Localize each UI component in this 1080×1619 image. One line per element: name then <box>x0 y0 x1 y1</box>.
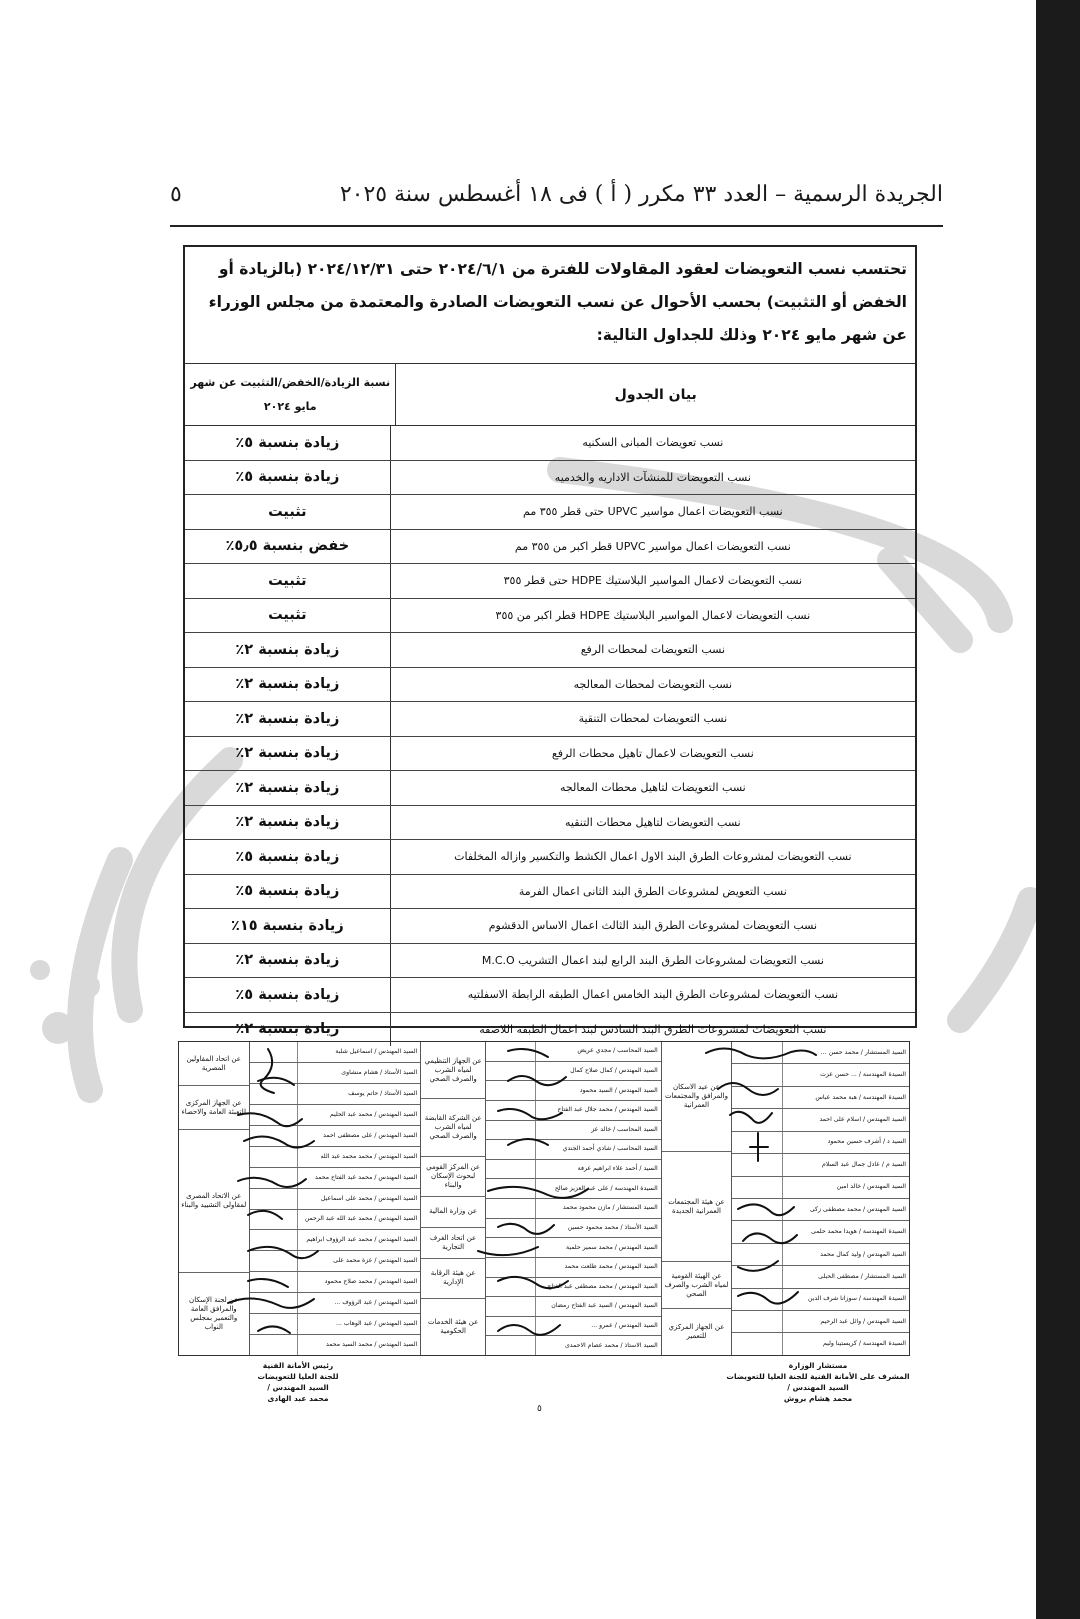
signatory-name: السيدة المهندسة / هويدا محمد حلمى <box>811 1228 906 1236</box>
signature-cell <box>486 1297 536 1316</box>
signatory-row <box>250 1189 421 1210</box>
row-rate: زيادة بنسبة ٥٪ <box>235 434 340 451</box>
signatory-name: السيد المهندس / محمد عبد الرؤوف ابراهيم <box>306 1236 418 1244</box>
signatory-name: السيد المهندس / عمرو ... <box>591 1322 658 1330</box>
row-rate: تثبيت <box>268 503 307 520</box>
signatory-row <box>486 1258 661 1278</box>
signatory-name: السيد المهندس / خالد امين <box>836 1183 906 1191</box>
signatory-row <box>732 1109 909 1131</box>
signatory-name: السيد المهندس / محمد السيد محمد <box>325 1341 418 1349</box>
signatory-row <box>250 1293 421 1314</box>
signature-cell <box>250 1335 299 1355</box>
signatory-name: السيد المهندس / على مصطفى احمد <box>323 1131 418 1139</box>
row-rate: تثبيت <box>268 607 307 624</box>
signatory-name: السيد المهندس / عبد الرؤوف ... <box>334 1299 418 1307</box>
table-header-row <box>185 364 915 426</box>
signatory-row <box>486 1238 661 1258</box>
signatory-name: السيد المهندس / كمال صلاح كمال <box>570 1066 658 1074</box>
footer-right-line: السيد المهندس / <box>787 1383 849 1392</box>
signatory-row <box>732 1244 909 1266</box>
signatory-group: عن هيئة الخدمات الحكومية <box>421 1298 485 1355</box>
footer-right-line: محمد هشام بروش <box>783 1394 853 1403</box>
signatory-row <box>250 1042 421 1063</box>
row-description: نسب التعويض لمشروعات الطرق البند الثانى اعمال الفرمة <box>390 875 915 909</box>
signatory-name: السيد المحاسب / شادي أحمد الجندي <box>562 1145 658 1153</box>
signature-cell <box>486 1160 536 1179</box>
signatory-group: عن هيئة المجتمعات العمرانية الجديدة <box>662 1151 732 1261</box>
signature-cell <box>486 1199 536 1218</box>
signatory-name: السيد الأستاذ / هشام منشاوى <box>341 1068 418 1076</box>
signatory-name: السيد المهندس / محمد جلال عبد الفتاح <box>557 1106 658 1114</box>
table-row <box>185 702 915 737</box>
row-description: نسب التعويضات لتاهيل محطات التنقيه <box>390 806 915 840</box>
signature-cell <box>732 1244 782 1265</box>
signatories-table <box>178 1041 910 1356</box>
signatory-name: السيد المهندس / عزة محمد على <box>333 1257 418 1265</box>
signature-cell <box>486 1042 536 1061</box>
signatory-row <box>486 1219 661 1239</box>
signature-cell <box>732 1132 782 1153</box>
signatory-row <box>486 1101 661 1121</box>
table-row <box>185 633 915 668</box>
signature-cell <box>250 1230 299 1250</box>
signature-cell <box>486 1238 536 1257</box>
signatory-row <box>486 1140 661 1160</box>
signatory-row <box>732 1064 909 1086</box>
signatory-name: السيد المهندس / محمد سمير حلمية <box>566 1243 658 1251</box>
signatory-row <box>732 1311 909 1333</box>
signatory-row <box>486 1121 661 1141</box>
signatory-name: السيد الأستاذ / حاتم يوسف <box>348 1089 418 1097</box>
signatory-row <box>250 1335 421 1355</box>
signature-cell <box>732 1042 782 1063</box>
signatory-name: السيد المهندس / محمد عبد الفتاح محمد <box>314 1173 418 1181</box>
signatories-col-3 <box>249 1042 421 1355</box>
signatory-group: عن لجنة الإسكان والمرافق العامة والتعمير بمجلس النواب <box>179 1272 249 1355</box>
table-row <box>185 978 915 1013</box>
signatory-name: السيد المهندس / محمد محمد عبد الله <box>320 1152 418 1160</box>
signature-cell <box>732 1333 782 1354</box>
signature-cell <box>486 1101 536 1120</box>
signatory-name: السيد المحاسب / مجدي عريض <box>577 1047 658 1055</box>
row-rate: زيادة بنسبة ٢٪ <box>235 641 340 658</box>
row-description: نسب التعويضات لمشروعات الطرق البند الثالث اعمال الاساس الدقشوم <box>390 909 915 943</box>
table-row <box>185 495 915 530</box>
row-rate: زيادة بنسبة ٢٪ <box>235 710 340 727</box>
table-row <box>185 461 915 496</box>
right-edge-bar <box>1036 0 1080 1619</box>
table-row <box>185 840 915 875</box>
signatory-group: عن الجهاز المركزى للتعبئة العامة والاحصاء <box>179 1085 249 1129</box>
row-description: نسب تعويضات المبانى السكنيه <box>390 426 915 460</box>
signatory-name: السيد المستشار / مازن محمود محمد <box>562 1204 658 1212</box>
row-description: نسب التعويضات لمشروعات الطرق البند الخامس اعمال الطبقه الرابطة الاسفلتيه <box>390 978 915 1012</box>
signatory-row <box>732 1333 909 1354</box>
signature-cell <box>732 1311 782 1332</box>
page-number: ٥ <box>170 181 182 207</box>
signatory-row <box>250 1063 421 1084</box>
table-row <box>185 564 915 599</box>
table-body <box>185 426 915 1046</box>
signatory-row <box>250 1230 421 1251</box>
signatory-name: السيد د / أشرف حسين محمود <box>827 1138 906 1146</box>
signature-cell <box>732 1289 782 1310</box>
signatory-group: عن الهيئة القومية لمياه الشرب والصرف الصحي <box>662 1261 732 1308</box>
signatory-row <box>732 1132 909 1154</box>
signatory-name: السيد المهندس / اسلام على احمد <box>819 1115 906 1123</box>
row-description: نسب التعويضات لمشروعات الطرق البند الرابع لبند اعمال التشريب M.C.O <box>390 944 915 978</box>
signature-cell <box>732 1109 782 1130</box>
row-description: نسب التعويضات اعمال مواسير UPVC قطر اكبر من ٣٥٥ مم <box>390 530 915 564</box>
row-rate: زيادة بنسبة ٢٪ <box>235 1021 340 1038</box>
signatory-name: السيد المهندس / وائل عبد الرحيم <box>820 1317 906 1325</box>
signatory-name: السيدة المهندسة / ... حسن عزت <box>820 1071 906 1079</box>
signature-cell <box>486 1121 536 1140</box>
signature-cell <box>250 1084 299 1104</box>
signatory-group: عن اتحاد المقاولين المصرية <box>186 1054 241 1072</box>
signatory-group: عن عيد الاسكان والمرافق والمجتمعات العمرانية <box>664 1083 728 1109</box>
row-rate: زيادة بنسبة ٥٪ <box>235 848 340 865</box>
signatory-name: السيد المهندس / محمد عبد الله عبد الرحمن <box>304 1215 418 1223</box>
row-rate: زيادة بنسبة ٥٪ <box>235 883 340 900</box>
signatory-row <box>486 1179 661 1199</box>
signature-cell <box>250 1147 299 1167</box>
signatory-row <box>732 1199 909 1221</box>
signature-cell <box>250 1210 299 1230</box>
signatory-row <box>732 1042 909 1064</box>
table-row <box>185 599 915 634</box>
signatory-name: السيد المهندس / محمد مصطفى عبد الفتاح <box>547 1282 658 1290</box>
signatory-name: السيدة المهندسة / على عبد العزيز صالح <box>554 1184 658 1192</box>
signature-cell <box>486 1140 536 1159</box>
signatory-row <box>732 1289 909 1311</box>
signatory-name: السيد المحاسب / خالد عز <box>591 1125 658 1133</box>
signatories-col-2 <box>485 1042 661 1355</box>
signatory-row <box>250 1168 421 1189</box>
signature-cell <box>250 1168 299 1188</box>
table-row <box>185 737 915 772</box>
footer-right-line: مستشار الوزارة <box>788 1361 848 1370</box>
signature-cell <box>486 1081 536 1100</box>
signatory-name: السيد المهندس / وليد كمال محمد <box>820 1250 906 1258</box>
signature-cell <box>250 1251 299 1271</box>
signature-cell <box>250 1063 299 1083</box>
table-row <box>185 530 915 565</box>
row-description: نسب التعويضات لتاهيل محطات المعالجه <box>390 771 915 805</box>
signatory-name: السيد المهندس / محمد طلعت محمد <box>564 1263 658 1271</box>
signature-cell <box>732 1064 782 1085</box>
signature-cell <box>486 1062 536 1081</box>
signatory-row <box>250 1251 421 1272</box>
row-description: نسب التعويضات لمحطات الرفع <box>390 633 915 667</box>
signatory-row <box>486 1042 661 1062</box>
signatories-groups-2 <box>420 1042 485 1355</box>
signatory-name: السيدة المهندسة / هبة محمد عباس <box>815 1093 906 1101</box>
signatory-name: السيد الأستاذ / محمد محمود حسين <box>567 1223 658 1231</box>
footer-signature-right <box>718 1360 918 1404</box>
signature-cell <box>486 1219 536 1238</box>
signatory-row <box>486 1336 661 1355</box>
signatory-name: السيد المستشار / محمد حسن ... <box>820 1048 906 1056</box>
signatory-row <box>732 1154 909 1176</box>
row-description: نسب التعويضات لمشروعات الطرق البند الاول اعمال الكشط والتكسير وازاله المخلفات <box>390 840 915 874</box>
row-rate: زيادة بنسبة ٥٪ <box>235 469 340 486</box>
signatories-groups-1 <box>661 1042 732 1355</box>
signatory-name: السيد المهندس / اسماعيل شلبة <box>335 1047 418 1055</box>
footer-signature-left <box>218 1360 378 1404</box>
col-header-description: بيان الجدول <box>395 364 915 425</box>
row-description: نسب التعويضات للمنشآت الاداريه والخدميه <box>390 461 915 495</box>
signature-cell <box>250 1105 299 1125</box>
footer-right-line: المشرف على الأمانة الفنية للجنة العليا للتعويضات <box>726 1372 910 1381</box>
signatory-row <box>250 1272 421 1293</box>
signatory-row <box>486 1278 661 1298</box>
signatory-name: السيدة المهندسة / سوزانا شرف الدين <box>807 1295 906 1303</box>
signatories-groups-3 <box>179 1042 249 1355</box>
row-rate: زيادة بنسبة ٢٪ <box>235 745 340 762</box>
signatory-name: السيد / أحمد علاء ابراهيم عرفة <box>577 1165 658 1173</box>
col-header-rate: نسبة الزيادة/الخفض/التثبيت عن شهر مايو ٢٠٢٤ <box>190 375 391 413</box>
table-row <box>185 426 915 461</box>
signature-cell <box>250 1272 299 1292</box>
header-rule <box>170 225 943 227</box>
signatory-name: السيد المهندس / محمد مصطفى زكى <box>809 1205 906 1213</box>
signatory-name: السيد المستشار / مصطفى الحبلى <box>818 1272 906 1280</box>
signature-cell <box>250 1314 299 1334</box>
signatory-group: عن اتحاد الغرف التجارية <box>421 1227 485 1258</box>
signatory-group: عن الشركة القابضة لمياه الشرب والصرف الصحي <box>421 1098 485 1155</box>
signatory-group: عن الجهاز المركزي للتعمير <box>662 1308 732 1355</box>
gazette-title: الجريدة الرسمية – العدد ٣٣ مكرر ( أ ) فى ١٨ أغسطس سنة ٢٠٢٥ <box>339 181 943 207</box>
footer-left-line: للجنة العليا للتعويضات <box>257 1372 339 1381</box>
row-description: نسب التعويضات اعمال مواسير UPVC حتى قطر ٣٥٥ مم <box>390 495 915 529</box>
table-row <box>185 668 915 703</box>
signatory-name: السيد المهندس / محمد عبد الحليم <box>329 1110 418 1118</box>
signatory-row <box>250 1147 421 1168</box>
signatory-row <box>250 1126 421 1147</box>
signature-cell <box>486 1278 536 1297</box>
gazette-header <box>170 172 943 216</box>
signature-cell <box>732 1199 782 1220</box>
signature-cell <box>732 1154 782 1175</box>
signatory-group: عن الاتحاد المصرى لمقاولى التشييد والبناء <box>179 1129 249 1271</box>
row-description: نسب التعويضات لاعمال المواسير البلاستيك HDPE قطر اكبر من ٣٥٥ <box>390 599 915 633</box>
signature-cell <box>732 1087 782 1108</box>
row-description: نسب التعويضات لمحطات المعالجه <box>390 668 915 702</box>
signatory-name: السيد المهندس / السيد عبد الفتاح رمضان <box>551 1302 658 1310</box>
signatory-row <box>732 1221 909 1243</box>
signatory-name: السيد المهندس / محمد صلاح محمود <box>324 1278 418 1286</box>
signatory-row <box>486 1199 661 1219</box>
row-description: نسب التعويضات لاعمال تاهيل محطات الرفع <box>390 737 915 771</box>
row-rate: زيادة بنسبة ٢٪ <box>235 779 340 796</box>
row-rate: زيادة بنسبة ٥٪ <box>235 986 340 1003</box>
table-row <box>185 875 915 910</box>
compensation-table <box>183 245 917 1038</box>
signature-cell <box>486 1179 536 1198</box>
signature-cell <box>250 1042 299 1062</box>
signatory-group: عن المركز القومي لبحوث الإسكان والبناء <box>421 1156 485 1196</box>
signatory-row <box>732 1177 909 1199</box>
signatory-name: السيد م / عادل جمال عبد السلام <box>821 1160 906 1168</box>
row-rate: زيادة بنسبة ٢٪ <box>235 676 340 693</box>
table-row <box>185 909 915 944</box>
signatory-row <box>732 1266 909 1288</box>
signatory-name: السيد المهندس / محمد على اسماعيل <box>320 1194 418 1202</box>
row-description: نسب التعويضات لمشروعات الطرق البند السادس لبند اعمال الطبقه اللاصقه <box>390 1013 915 1047</box>
signature-cell <box>486 1336 536 1355</box>
signatory-row <box>486 1062 661 1082</box>
signatory-row <box>486 1081 661 1101</box>
signatory-name: السيد المهندس / عبد الوهاب ... <box>336 1320 418 1328</box>
signature-cell <box>732 1266 782 1287</box>
signature-cell <box>250 1189 299 1209</box>
row-rate: خفض بنسبة ٥٫٥٪ <box>225 538 350 555</box>
signatory-row <box>250 1210 421 1231</box>
row-description: نسب التعويضات لاعمال المواسير البلاستيك HDPE حتى قطر ٣٥٥ <box>390 564 915 598</box>
footer-left-line: رئيس الأمانة الفنية <box>262 1361 334 1370</box>
signature-cell <box>486 1317 536 1336</box>
signatory-row <box>250 1105 421 1126</box>
signatory-name: السيد المهندس / السيد محمود <box>579 1086 658 1094</box>
signatory-name: السيدة المهندسة / كريستينا وليم <box>822 1340 906 1348</box>
row-rate: زيادة بنسبة ٢٪ <box>235 814 340 831</box>
signatory-row <box>732 1087 909 1109</box>
signatory-row <box>486 1160 661 1180</box>
signature-cell <box>250 1126 299 1146</box>
signatory-group: عن وزارة المالية <box>421 1196 485 1227</box>
signature-cell <box>732 1221 782 1242</box>
signatories-col-1 <box>731 1042 909 1355</box>
signatory-row <box>250 1084 421 1105</box>
row-rate: زيادة بنسبة ١٥٪ <box>231 917 344 934</box>
signatory-group: عن هيئة الرقابة الإدارية <box>421 1258 485 1298</box>
table-row <box>185 944 915 979</box>
row-description: نسب التعويضات لمحطات التنقية <box>390 702 915 736</box>
signatory-group: عن الجهاز التنظيمي لمياه الشرب والصرف الصحي <box>424 1056 482 1083</box>
signature-cell <box>250 1293 299 1313</box>
row-rate: تثبيت <box>268 572 307 589</box>
row-rate: زيادة بنسبة ٢٪ <box>235 952 340 969</box>
signatory-row <box>250 1314 421 1335</box>
footer-left-line: محمد عبد الهادى <box>267 1394 329 1403</box>
table-row <box>185 771 915 806</box>
footer-left-line: السيد المهندس / <box>267 1383 329 1392</box>
table-row <box>185 806 915 841</box>
signature-cell <box>486 1258 536 1277</box>
signature-cell <box>732 1177 782 1198</box>
signatory-name: السيد الاستاذ / محمد عصام الاحمدى <box>564 1341 658 1349</box>
table-caption: تحتسب نسب التعويضات لعقود المقاولات للفترة من ٢٠٢٤/٦/١ حتى ٢٠٢٤/١٢/٣١ (بالزيادة أو الخفض أو التثبيت) بحسب الأحوال عن نسب التعويضات الصادرة والمعتمدة من مجلس الوزراء عن شهر مايو ٢٠٢٤ وذلك للجداول التالية: <box>185 247 915 364</box>
signatory-row <box>486 1297 661 1317</box>
signatory-row <box>486 1317 661 1337</box>
page-mark: ٥ <box>537 1404 542 1414</box>
